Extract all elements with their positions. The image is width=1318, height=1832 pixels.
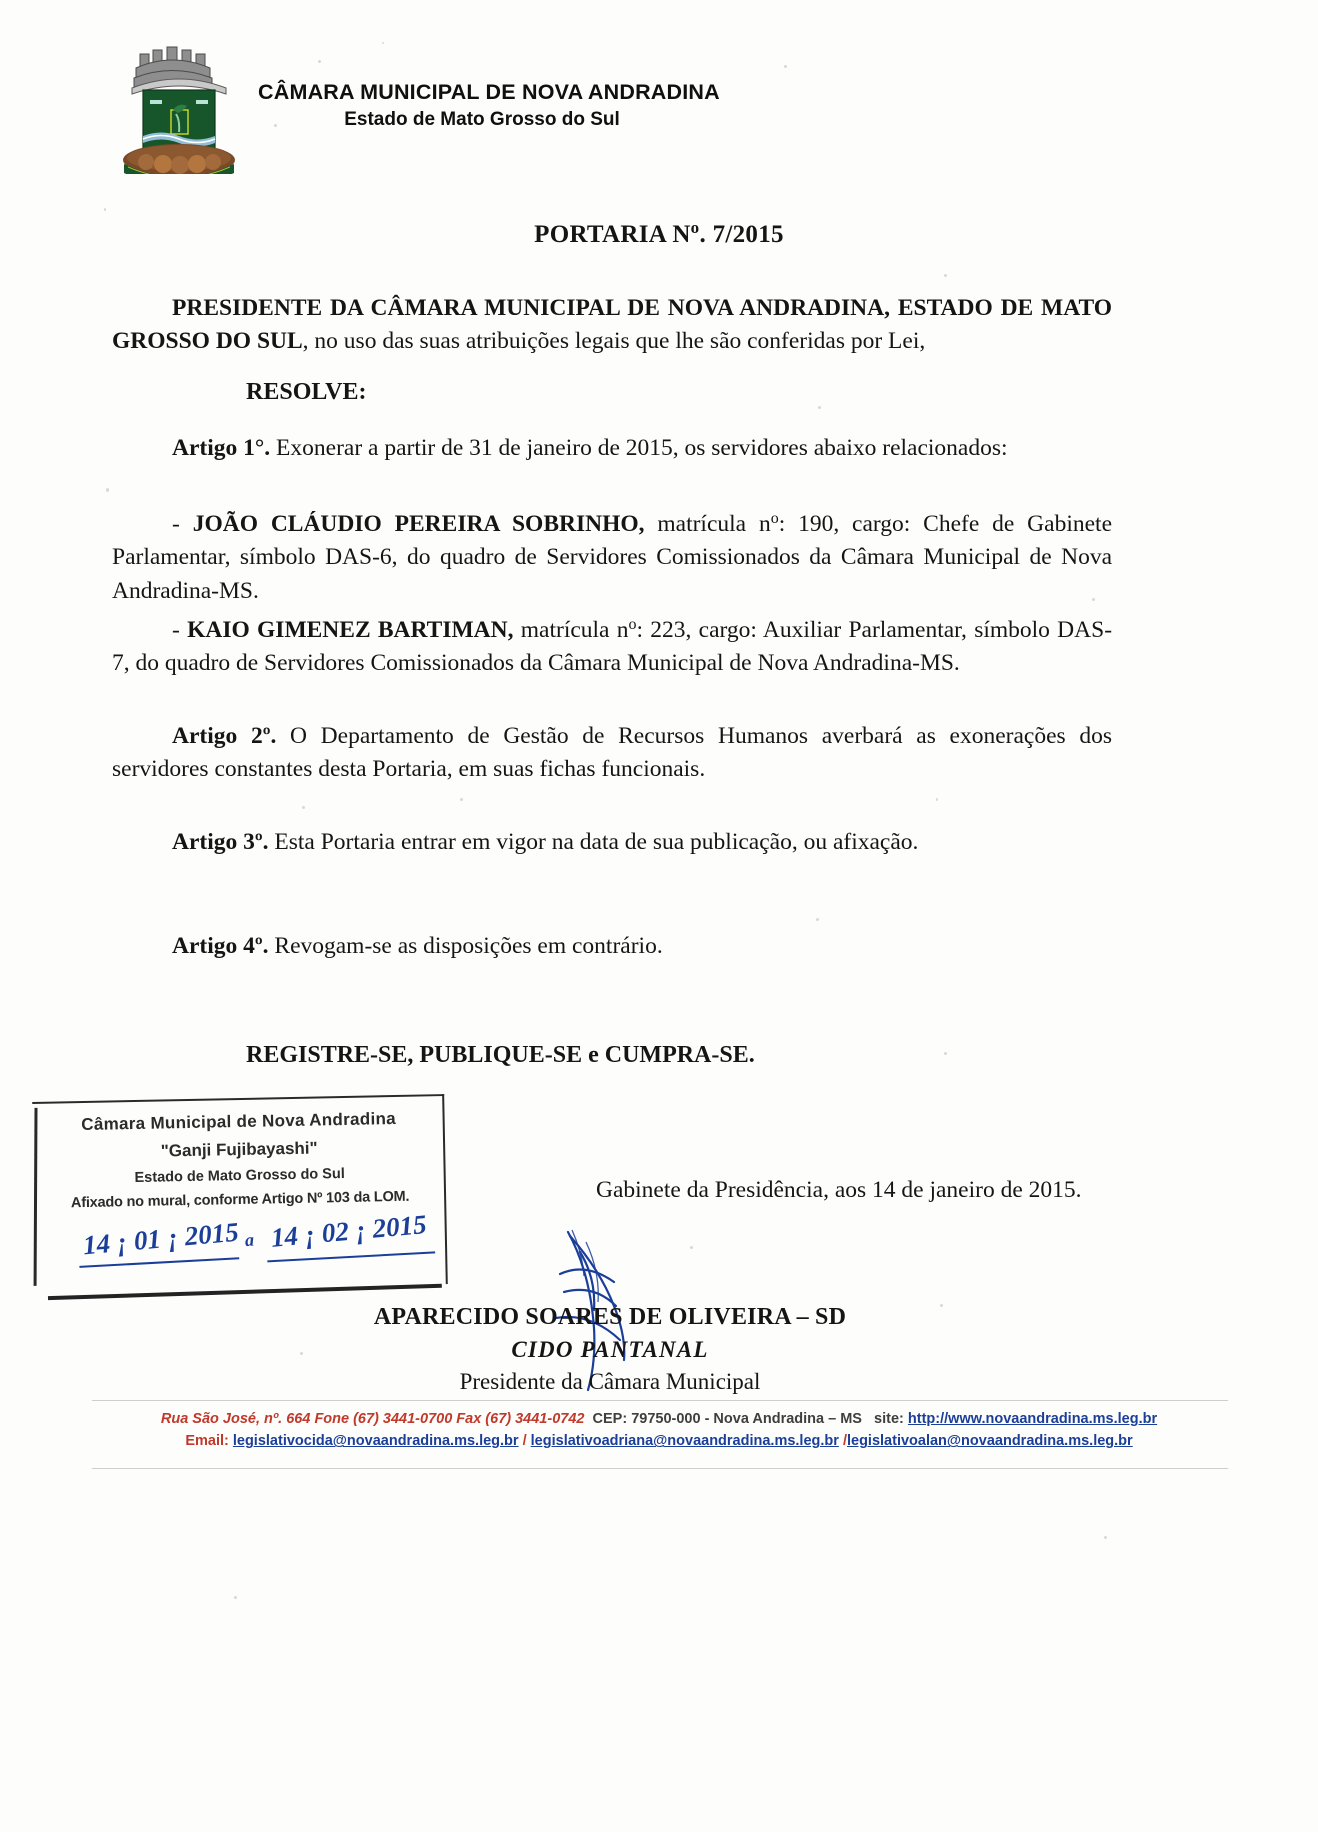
scan-speck — [234, 1596, 237, 1599]
servant-dash: - — [172, 617, 188, 643]
stamp-date-from: 14 ¡ 01 ¡ 2015 — [81, 1216, 240, 1261]
article-4-paragraph — [112, 930, 1112, 963]
servant-entry-kaio — [112, 614, 1112, 681]
footer-email-label: Email: — [185, 1433, 229, 1450]
footer-address-line — [0, 1408, 1318, 1430]
scan-speck — [816, 918, 819, 921]
footer-email-line — [0, 1430, 1318, 1452]
servant-detail-b: : 223, cargo: Auxiliar Parlamentar, símbolo DAS-7, do quadro de Servidores Comissionados da Câmara Municipal de Nova Andradina-MS. — [112, 617, 1113, 677]
article-4-text: Revogam-se as disposições em contrário. — [268, 933, 663, 959]
article-2-paragraph — [112, 720, 1112, 787]
signatory-alias: CIDO PANTANAL — [511, 1337, 709, 1363]
footer-cep: CEP: 79750-000 - Nova Andradina – MS — [592, 1411, 862, 1427]
coat-of-arms-icon — [118, 38, 240, 174]
servant-ordinal: o — [628, 616, 637, 634]
signatory-role: Presidente da Câmara Municipal — [459, 1369, 761, 1395]
footer-address: Rua São José, nº. 664 Fone (67) 3441-0700 Fax (67) 3441-0742 — [160, 1411, 585, 1427]
header-title-group — [258, 80, 958, 131]
document-title-number: . 7/2015 — [699, 220, 784, 248]
preamble-rest: , no uso das suas atribuições legais que lhe são conferidas por Lei, — [302, 328, 926, 355]
institution-name: CÂMARA MUNICIPAL DE NOVA ANDRADINA — [258, 80, 720, 104]
footer-site-label: site: — [874, 1411, 904, 1427]
scan-speck — [106, 488, 109, 492]
preamble-authority: PRESIDENTE DA CÂMARA MUNICIPAL DE NOVA ANDRADINA, ESTADO DE MATO GROSSO DO SUL — [112, 295, 1112, 355]
footer-email-sep-2: / — [838, 1433, 847, 1450]
article-3-label: Artigo 3º. — [172, 829, 269, 855]
stamp-date-range — [48, 1209, 433, 1279]
servant-detail-a: matrícula n — [644, 511, 771, 537]
footer-site-link[interactable]: http://www.novaandradina.ms.leg.br — [907, 1411, 1158, 1427]
stamp-legal-reference: Afixado no mural, conforme Artigo Nº 103 da LOM. — [70, 1188, 410, 1212]
state-name: Estado de Mato Grosso do Sul — [344, 109, 620, 130]
document-title-prefix: PORTARIA N — [534, 220, 691, 248]
article-4-label: Artigo 4º. — [172, 933, 269, 959]
stamp-building-name: "Ganji Fujibayashi" — [160, 1138, 318, 1161]
stamp-date-underline-to — [267, 1251, 435, 1262]
footer-email-3[interactable]: legislativoalan@novaandradina.ms.leg.br — [846, 1433, 1133, 1450]
servant-ordinal: o — [770, 510, 779, 528]
signatory-name: APARECIDO SOARES DE OLIVEIRA – SD — [373, 1304, 847, 1330]
scan-speck — [936, 798, 938, 801]
article-1-label: Artigo 1°. — [172, 435, 271, 461]
footer-divider-bottom — [92, 1468, 1228, 1469]
place-and-date: Gabinete da Presidência, aos 14 de janeiro de 2015. — [596, 1177, 1082, 1203]
scan-speck — [302, 806, 305, 809]
scan-speck — [944, 274, 947, 277]
servant-name: KAIO GIMENEZ BARTIMAN, — [187, 617, 514, 643]
article-2-label: Artigo 2º. — [172, 723, 277, 749]
document-header — [0, 38, 1318, 178]
scan-speck — [460, 798, 463, 801]
footer-email-2[interactable]: legislativoadriana@novaandradina.ms.leg.br — [530, 1433, 839, 1450]
affixation-stamp — [32, 1094, 448, 1292]
stamp-date-to: 14 ¡ 02 ¡ 2015 — [269, 1209, 428, 1253]
stamp-date-separator: a — [244, 1229, 255, 1251]
document-title — [0, 218, 1318, 249]
document-footer — [0, 1408, 1318, 1453]
signature-block — [300, 1302, 920, 1397]
servant-name: JOÃO CLÁUDIO PEREIRA SOBRINHO, — [192, 511, 645, 537]
closing-formula: REGISTRE-SE, PUBLIQUE-SE e CUMPRA-SE. — [246, 1042, 755, 1068]
scan-speck — [104, 208, 106, 211]
article-3-text: Esta Portaria entrar em vigor na data de sua publicação, ou afixação. — [268, 829, 919, 855]
scan-speck — [1104, 1536, 1107, 1539]
stamp-institution: Câmara Municipal de Nova Andradina — [81, 1108, 397, 1135]
article-2-text: O Departamento de Gestão de Recursos Humanos averbará as exonerações dos servidores constantes desta Portaria, em suas fichas funcionais. — [112, 723, 1112, 783]
servant-dash: - — [172, 511, 193, 537]
footer-email-sep-1: / — [518, 1433, 531, 1450]
servant-entry-joao — [112, 508, 1112, 608]
document-title-ordinal: o — [690, 218, 700, 237]
scan-speck — [818, 406, 821, 409]
resolve-heading: RESOLVE: — [246, 379, 367, 405]
preamble-paragraph — [112, 292, 1112, 359]
article-1-text: Exonerar a partir de 31 de janeiro de 2015, os servidores abaixo relacionados: — [270, 435, 1008, 461]
servant-detail-b: : 190, cargo: Chefe de Gabinete Parlamentar, símbolo DAS-6, do quadro de Servidores Comissionados da Câmara Municipal de Nova Andradina-MS. — [112, 511, 1112, 604]
stamp-state: Estado de Mato Grosso do Sul — [134, 1165, 345, 1187]
footer-divider-top — [92, 1400, 1228, 1401]
scan-speck — [690, 1246, 693, 1249]
servant-detail-a: matrícula n — [513, 617, 629, 643]
article-3-paragraph — [112, 826, 1112, 859]
scan-speck — [940, 1304, 943, 1307]
article-1-paragraph — [112, 432, 1112, 465]
footer-email-1[interactable]: legislativocida@novaandradina.ms.leg.br — [232, 1433, 519, 1450]
